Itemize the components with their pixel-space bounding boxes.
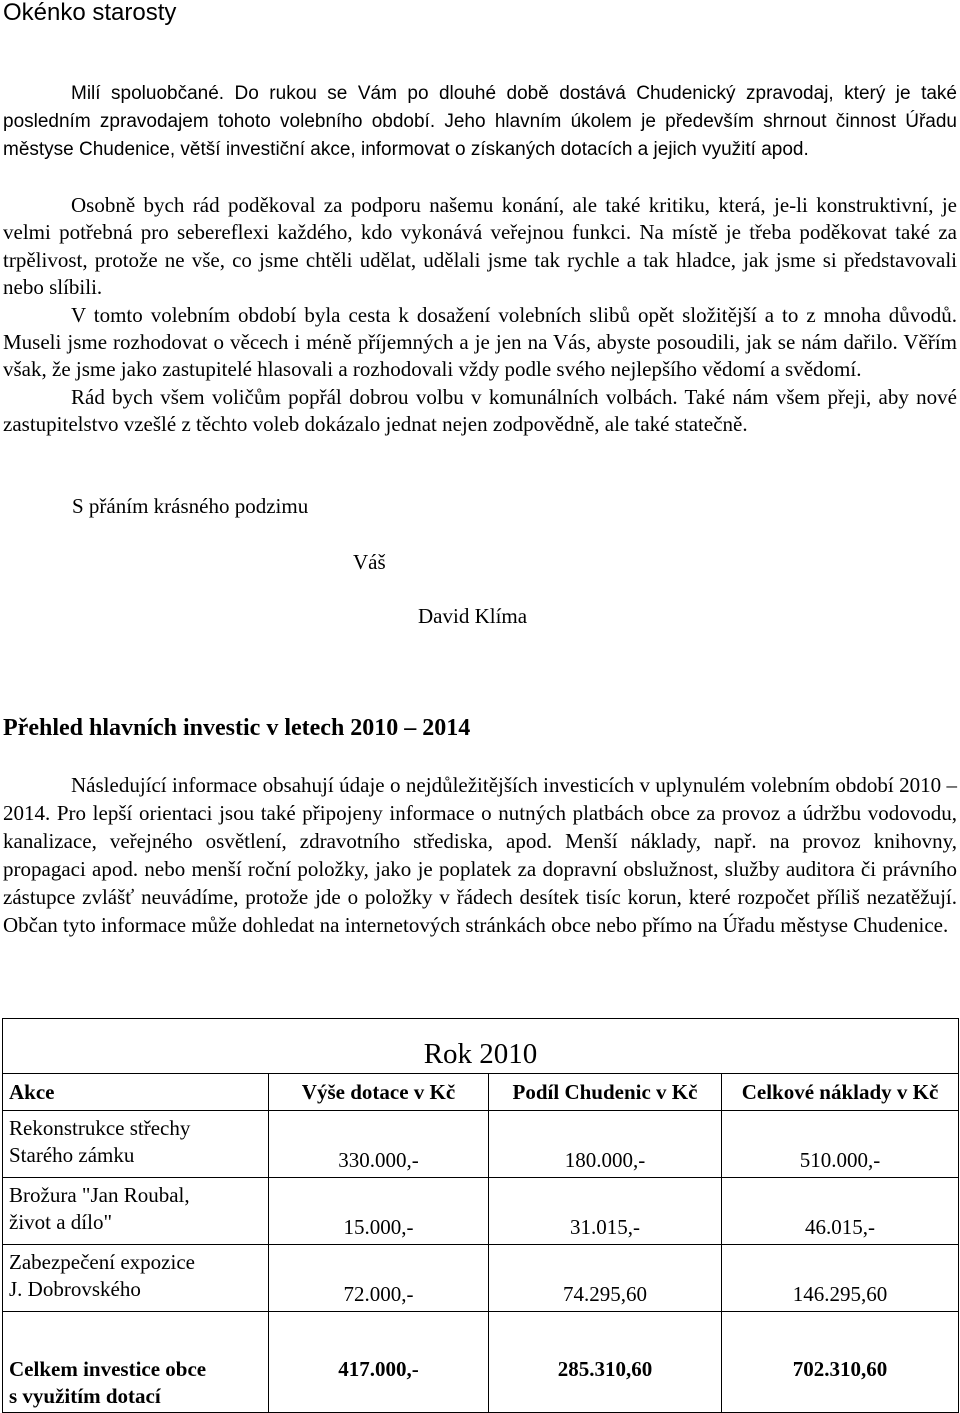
investments-table-2010	[2, 1018, 959, 1413]
total-label	[3, 1312, 269, 1413]
total-label-line1: Celkem investice obce	[9, 1357, 207, 1381]
row-action-name	[3, 1111, 269, 1178]
letter-body	[3, 192, 957, 439]
investments-intro	[3, 771, 957, 940]
section-heading-starosta: Okénko starosty	[3, 0, 177, 26]
letter-paragraph-3: V tomto volebním období byla cesta k dosažení volebních slibů opět složitější a to z mnoha důvodů. Museli jsme rozhodovat o věcech i méně příjemných a je jen na Vás, abyste posoudili, jak se nám dařilo. Věřím však, že jsme jako zastupitelé hlasovali a rozhodovali vždy podle svého nejlepšího vědomí a svědomí.	[3, 302, 957, 382]
row-action-line2: Starého zámku	[9, 1143, 135, 1167]
closing-greeting: S přáním krásného podzimu	[72, 494, 309, 518]
letter-paragraph-2: Osobně bych rád poděkoval za podporu našemu konání, ale také kritiku, která, je-li konstruktivní, je velmi potřebná pro sebereflexi každého, kdo vykonává veřejnou funkci. Na místě je třeba poděkovat také za trpělivost, protože ne vše, co jsme chtěli udělat, udělali jsme tak rychle a tak hladce, jak jsme si představovali nebo slíbili.	[3, 193, 957, 300]
row-share: 74.295,60	[489, 1245, 722, 1312]
investments-paragraph: Následující informace obsahují údaje o nejdůležitějších investicích v uplynulém volebním období 2010 – 2014. Pro lepší orientaci jsou také připojeny informace o nutných platbách obce za provoz a údržbu vodovodu, kanalizace, veřejného osvětlení, zdravotního střediska, apod. Menší náklady, např. na provoz knihovny, propagaci apod. nebo menší roční položky, jako je poplatek za dopravní obslužnost, služby auditora či právního zástupce zvlášť neuvádíme, protože jde o položky v řádech desítek tisíc korun, které rozpočet příliš nezatěžují. Občan tyto informace může dohledat na internetových stránkách obce nebo přímo na Úřadu městyse Chudenice.	[3, 773, 957, 938]
column-header-share: Podíl Chudenic v Kč	[489, 1074, 722, 1111]
row-action-line1: Brožura "Jan Roubal,	[9, 1183, 190, 1207]
table-year-title: Rok 2010	[3, 1019, 959, 1074]
row-total: 146.295,60	[722, 1245, 959, 1312]
table-total-row	[3, 1312, 959, 1413]
column-header-subsidy: Výše dotace v Kč	[269, 1074, 489, 1111]
row-subsidy: 330.000,-	[269, 1111, 489, 1178]
table-row	[3, 1245, 959, 1312]
row-action-line1: Zabezpečení expozice	[9, 1250, 195, 1274]
table-row	[3, 1178, 959, 1245]
closing-yours: Váš	[353, 550, 386, 574]
row-action-name	[3, 1178, 269, 1245]
row-action-line2: J. Dobrovského	[9, 1277, 141, 1301]
row-share: 31.015,-	[489, 1178, 722, 1245]
table-year-row	[3, 1019, 959, 1074]
table-header-row	[3, 1074, 959, 1111]
row-subsidy: 15.000,-	[269, 1178, 489, 1245]
total-share: 285.310,60	[489, 1312, 722, 1413]
total-total: 702.310,60	[722, 1312, 959, 1413]
row-action-line1: Rekonstrukce střechy	[9, 1116, 191, 1140]
lead-paragraph	[3, 80, 957, 164]
row-action-line2: život a dílo"	[9, 1210, 113, 1234]
row-action-name	[3, 1245, 269, 1312]
letter-paragraph-4: Rád bych všem voličům popřál dobrou volbu v komunálních volbách. Také nám všem přeji, aby nové zastupitelstvo vzešlé z těchto voleb dokázalo jednat nejen zodpovědně, ale také statečně.	[3, 384, 957, 437]
signature: David Klíma	[418, 604, 528, 628]
row-total: 510.000,-	[722, 1111, 959, 1178]
total-subsidy: 417.000,-	[269, 1312, 489, 1413]
row-share: 180.000,-	[489, 1111, 722, 1178]
column-header-action: Akce	[3, 1074, 269, 1111]
row-subsidy: 72.000,-	[269, 1245, 489, 1312]
total-label-line2: s využitím dotací	[9, 1384, 161, 1408]
table-row	[3, 1111, 959, 1178]
column-header-total: Celkové náklady v Kč	[722, 1074, 959, 1111]
section-heading-investments: Přehled hlavních investic v letech 2010 – 2014	[3, 715, 471, 741]
lead-paragraph-text: Milí spoluobčané. Do rukou se Vám po dlouhé době dostává Chudenický zpravodaj, který je také posledním zpravodajem tohoto volebního období. Jeho hlavním úkolem je především shrnout činnost Úřadu městyse Chudenice, větší investiční akce, informovat o získaných dotacích a jejich využití apod.	[3, 83, 957, 160]
row-total: 46.015,-	[722, 1178, 959, 1245]
